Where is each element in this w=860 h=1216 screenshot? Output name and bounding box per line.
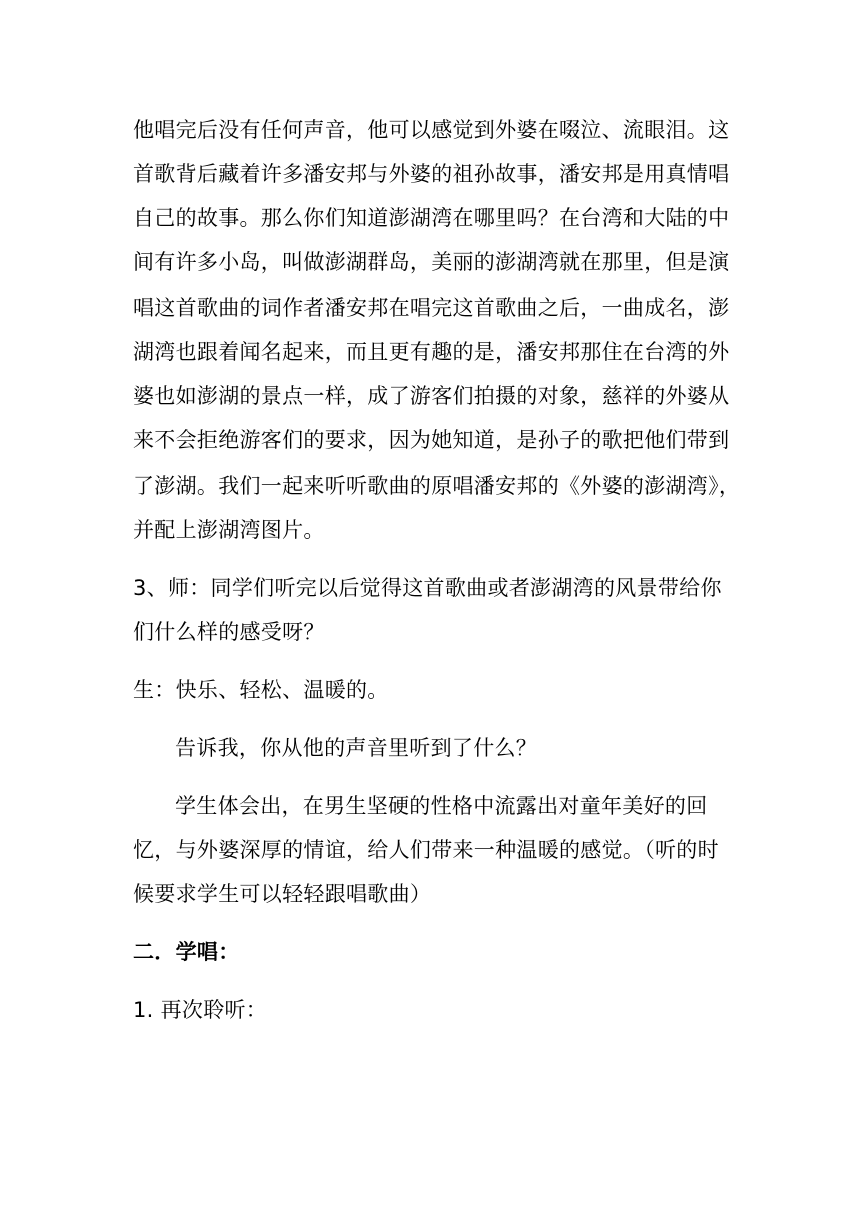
prompt-question: 告诉我，你从他的声音里听到了什么？	[175, 736, 538, 760]
paragraph-line: 唱这首歌曲的词作者潘安邦在唱完这首歌曲之后，一曲成名，澎	[133, 296, 730, 320]
teacher-question-line: 3、师：同学们听完以后觉得这首歌曲或者澎湖湾的风景带给你	[133, 576, 722, 600]
student-answer: 生：快乐、轻松、温暖的。	[133, 678, 389, 702]
paragraph-line: 自己的故事。那么你们知道澎湖湾在哪里吗？在台湾和大陆的中	[133, 206, 730, 230]
student-insight-line: 候要求学生可以轻轻跟唱歌曲）	[133, 882, 432, 906]
student-insight-line: 忆，与外婆深厚的情谊，给人们带来一种温暖的感觉。（听的时	[133, 838, 719, 862]
paragraph-line: 间有许多小岛，叫做澎湖群岛，美丽的澎湖湾就在那里，但是演	[133, 250, 730, 274]
paragraph-line: 首歌背后藏着许多潘安邦与外婆的祖孙故事，潘安邦是用真情唱	[133, 162, 730, 186]
student-insight-line: 学生体会出，在男生坚硬的性格中流露出对童年美好的回	[175, 794, 708, 818]
paragraph-line: 了澎湖。我们一起来听听歌曲的原唱潘安邦的《外婆的澎湖湾》，	[133, 474, 741, 498]
section-heading: 二．学唱：	[133, 940, 240, 964]
paragraph-line: 婆也如澎湖的景点一样，成了游客们拍摄的对象，慈祥的外婆从	[133, 384, 730, 408]
teacher-question-line: 们什么样的感受呀？	[133, 620, 325, 644]
paragraph-line: 并配上澎湖湾图片。	[133, 518, 325, 542]
step-item: 1. 再次聆听：	[133, 998, 268, 1022]
paragraph-line: 他唱完后没有任何声音，他可以感觉到外婆在啜泣、流眼泪。这	[133, 118, 730, 142]
paragraph-line: 来不会拒绝游客们的要求，因为她知道，是孙子的歌把他们带到	[133, 428, 730, 452]
paragraph-line: 湖湾也跟着闻名起来，而且更有趣的是，潘安邦那住在台湾的外	[133, 340, 730, 364]
